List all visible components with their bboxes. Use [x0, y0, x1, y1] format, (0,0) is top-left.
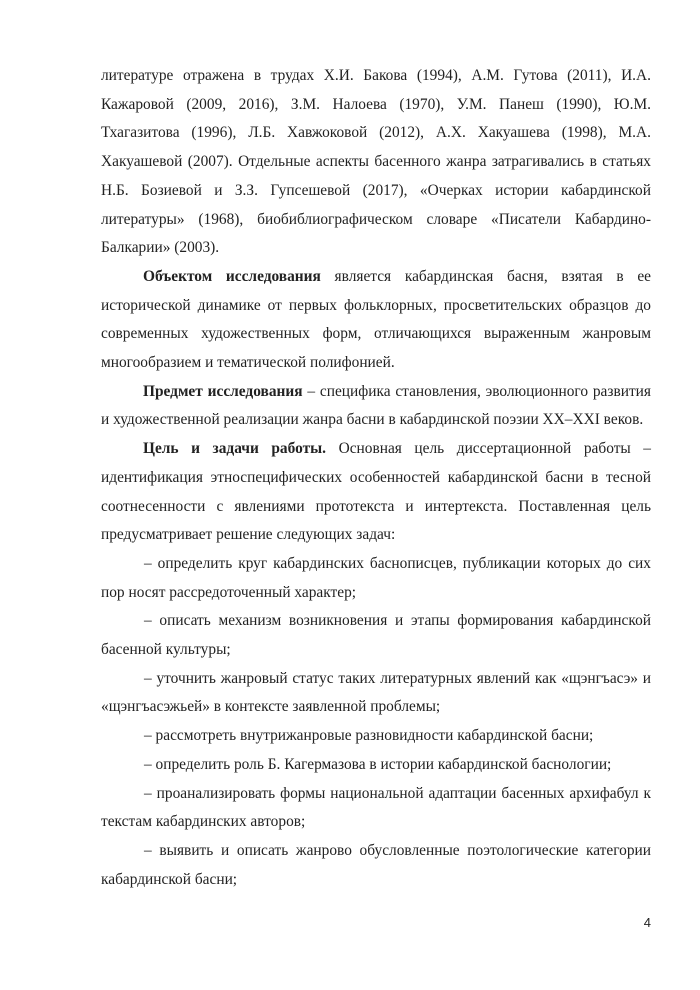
task-item [101, 780, 651, 837]
task-text: – определить роль Б. Кагермазова в истории кабардинской баснологии; [144, 755, 612, 773]
paragraph-lead-bold: Предмет исследования [143, 382, 303, 400]
paragraph-object [101, 263, 651, 378]
paragraph-1 [101, 62, 651, 263]
paragraph-goals [101, 435, 651, 550]
task-item [101, 607, 651, 664]
task-item [101, 837, 651, 894]
task-text: – рассмотреть внутрижанровые разновидности кабардинской басни; [144, 727, 594, 745]
paragraph-lead-bold: Цель и задачи работы. [143, 440, 327, 458]
paragraph-lead-bold: Объектом исследования [143, 267, 321, 285]
task-item [101, 550, 651, 607]
task-item [101, 665, 651, 722]
task-text: – уточнить жанровый статус таких литературных явлений как «щэнгъасэ» и «щэнгъасэжьей» в контексте заявленной проблемы; [101, 669, 651, 716]
task-item [101, 751, 651, 780]
task-text: – проанализировать формы национальной адаптации басенных архифабул к текстам кабардинских авторов; [101, 784, 651, 831]
paragraph-text: Основная цель диссертационной работы – идентификация этноспецифических особенностей кабардинской басни в тесной соотнесенности с явлениями прототекста и интертекста. Поставленная цель предусматривает решение следующих задач: [101, 440, 651, 544]
paragraph-text: литературе отражена в трудах Х.И. Бакова (1994), А.М. Гутова (2011), И.А. Кажаровой (2009, 2016), З.М. Налоева (1970), У.М. Панеш (1990), Ю.М. Тхагазитова (1996), Л.Б. Хавжоковой (2012), А.Х. Хакуашева (1998), М.А. Хакуашевой (2007). Отдельные аспекты басенного жанра затрагивались в статьях Н.Б. Бозиевой и З.З. Гупсешевой (2017), «Очерках истории кабардинской литературы» (1968), биобиблиографическом словаре «Писатели Кабардино-Балкарии» (2003). [101, 67, 651, 257]
page-number: 4 [643, 915, 651, 930]
task-text: – выявить и описать жанрово обусловленные поэтологические категории кабардинской басни; [101, 841, 651, 888]
task-item [101, 722, 651, 751]
body-text [101, 62, 651, 894]
task-text: – определить круг кабардинских баснописцев, публикации которых до сих пор носят рассредоточенный характер; [101, 554, 651, 601]
task-text: – описать механизм возникновения и этапы формирования кабардинской басенной культуры; [101, 612, 651, 659]
paragraph-subject [101, 378, 651, 435]
paragraph-text: – специфика становления, эволюционного развития и художественной реализации жанра басни в кабардинской поэзии ХХ–ХХI веков. [101, 382, 651, 429]
paragraph-text: является кабардинская басня, взятая в ее исторической динамике от первых фольклорных, просветительских образцов до современных художественных форм, отличающихся выраженным жанровым многообразием и тематической полифонией. [101, 267, 651, 372]
